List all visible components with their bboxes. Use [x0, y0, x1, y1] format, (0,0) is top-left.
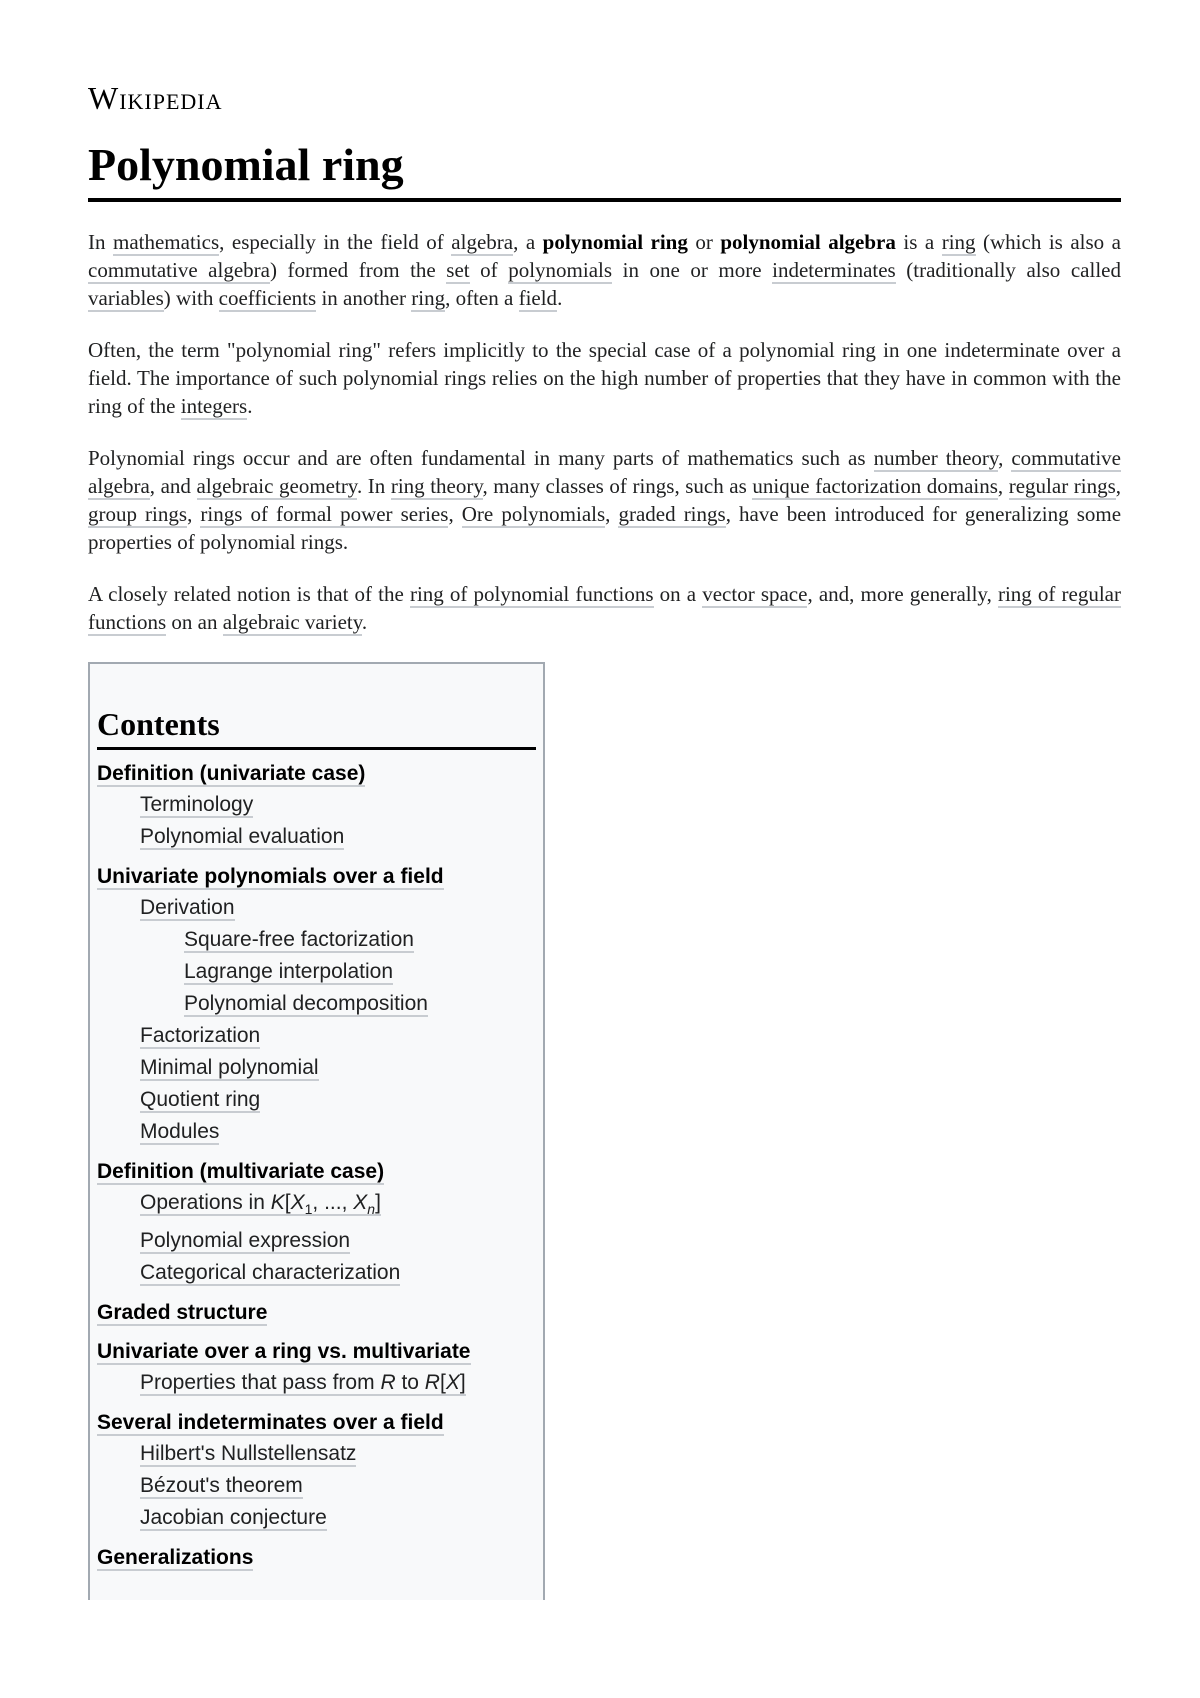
toc-link-polynomial-evaluation[interactable]: Polynomial evaluation: [140, 825, 345, 848]
toc-link-lagrange-interpolation[interactable]: Lagrange interpolation: [184, 960, 393, 983]
page-title: Polynomial ring: [88, 139, 1121, 202]
toc-link-jacobian-conjecture[interactable]: Jacobian conjecture: [140, 1506, 327, 1530]
toc-link-several-indeterminates[interactable]: Several indeterminates over a field: [97, 1411, 444, 1435]
link-formal-power-series[interactable]: rings of formal power series: [200, 501, 449, 526]
link-ring[interactable]: ring: [941, 229, 976, 254]
link-integers[interactable]: integers: [180, 393, 248, 418]
intro-paragraph-1: In mathematics, especially in the field of algebra, a polynomial ring or polynomial algebra is a ring (which is also a commutative algebra) formed from the set of polynomials in one or more indeterminates (traditionally also called variables) with coefficients in another ring, often a field.: [88, 229, 1121, 310]
link-regular-rings[interactable]: regular rings: [1008, 473, 1116, 498]
link-graded-rings[interactable]: graded rings: [618, 501, 726, 526]
link-coefficients[interactable]: coefficients: [218, 285, 317, 310]
toc-link-univariate-vs-multivariate[interactable]: Univariate over a ring vs. multivariate: [97, 1340, 471, 1364]
toc-link-definition-univariate[interactable]: Definition (univariate case): [97, 762, 366, 785]
toc-link-minimal-polynomial[interactable]: Minimal polynomial: [140, 1056, 319, 1079]
toc-link-polynomial-decomposition[interactable]: Polynomial decomposition: [184, 992, 428, 1015]
toc-section: [97, 1337, 536, 1399]
toc-link-definition-multivariate[interactable]: Definition (multivariate case): [97, 1160, 385, 1183]
toc-link-properties-r-to-rx[interactable]: Properties that pass from R to R[X]: [140, 1371, 466, 1395]
link-ring-2[interactable]: ring: [411, 285, 446, 310]
toc-link-bezouts-theorem[interactable]: Bézout's theorem: [140, 1474, 303, 1498]
toc-link-graded-structure[interactable]: Graded structure: [97, 1301, 268, 1325]
toc-link-univariate-over-field[interactable]: Univariate polynomials over a field: [97, 865, 444, 888]
table-of-contents: [88, 662, 545, 1600]
bold-polynomial-ring: polynomial ring: [542, 229, 688, 254]
link-polynomials[interactable]: polynomials: [508, 257, 613, 282]
link-number-theory[interactable]: number theory: [873, 445, 999, 470]
toc-link-modules[interactable]: Modules: [140, 1120, 220, 1143]
toc-link-generalizations[interactable]: Generalizations: [97, 1546, 254, 1570]
toc-link-categorical-characterization[interactable]: Categorical characterization: [140, 1261, 401, 1285]
link-ring-theory[interactable]: ring theory: [390, 473, 483, 498]
toc-section: [97, 1408, 536, 1534]
toc-link-terminology[interactable]: Terminology: [140, 793, 254, 816]
link-variables[interactable]: variables: [88, 285, 164, 310]
toc-link-polynomial-expression[interactable]: Polynomial expression: [140, 1229, 351, 1253]
article: [88, 80, 1121, 636]
link-group-rings[interactable]: group rings: [88, 501, 188, 526]
intro-paragraph-4: A closely related notion is that of the ring of polynomial functions on a vector space, and, more generally, ring of regular functions on an algebraic variety.: [88, 581, 1121, 634]
toc-link-derivation[interactable]: Derivation: [140, 896, 235, 919]
toc-link-square-free-factorization[interactable]: Square-free factorization: [184, 928, 414, 951]
toc-link-factorization[interactable]: Factorization: [140, 1024, 261, 1047]
bold-polynomial-algebra: polynomial algebra: [720, 229, 896, 254]
toc-section: [97, 862, 536, 1148]
link-commutative-algebra[interactable]: commutative algebra: [88, 257, 270, 282]
toc-section: [97, 1543, 536, 1573]
link-commutative-algebra-2[interactable]: commutative algebra: [88, 445, 1121, 498]
link-mathematics[interactable]: mathematics: [113, 229, 220, 254]
link-algebraic-geometry[interactable]: algebraic geometry: [196, 473, 357, 498]
link-field[interactable]: field: [518, 285, 558, 310]
intro-paragraph-2: Often, the term "polynomial ring" refers implicitly to the special case of a polynomial ring in one indeterminate over a field. The importance of such polynomial rings relies on the high number of properties that they have in common with the ring of the integers.: [88, 337, 1121, 418]
wikipedia-logo[interactable]: Wikipedia: [88, 80, 223, 116]
toc-section: [97, 759, 536, 853]
toc-link-hilberts-nullstellensatz[interactable]: Hilbert's Nullstellensatz: [140, 1442, 357, 1466]
toc-section: [97, 1157, 536, 1289]
toc-section: [97, 1298, 536, 1328]
link-ring-of-polynomial-functions[interactable]: ring of polynomial functions: [409, 581, 654, 606]
link-ring-of-regular-functions[interactable]: ring of regular functions: [88, 581, 1121, 634]
toc-link-operations[interactable]: Operations in $K[X_1$, ..., $X_n$]: [140, 1191, 381, 1218]
link-vector-space[interactable]: vector space: [702, 581, 808, 606]
link-indeterminates[interactable]: indeterminates: [772, 257, 896, 282]
link-set[interactable]: set: [446, 257, 470, 282]
toc-link-quotient-ring[interactable]: Quotient ring: [140, 1088, 261, 1111]
link-algebraic-variety[interactable]: algebraic variety: [222, 609, 362, 634]
toc-title: Contents: [97, 706, 536, 750]
link-ore-polynomials[interactable]: Ore polynomials: [461, 501, 606, 526]
link-algebra[interactable]: algebra: [451, 229, 514, 254]
intro-paragraph-3: Polynomial rings occur and are often fundamental in many parts of mathematics such as number theory, commutative algebra, and algebraic geometry. In ring theory, many classes of rings, such as unique factorization domains, regular rings, group rings, rings of formal power series, Ore polynomials, graded rings, have been introduced for generalizing some properties of polynomial rings.: [88, 445, 1122, 554]
link-unique-factorization-domains[interactable]: unique factorization domains: [752, 473, 998, 498]
